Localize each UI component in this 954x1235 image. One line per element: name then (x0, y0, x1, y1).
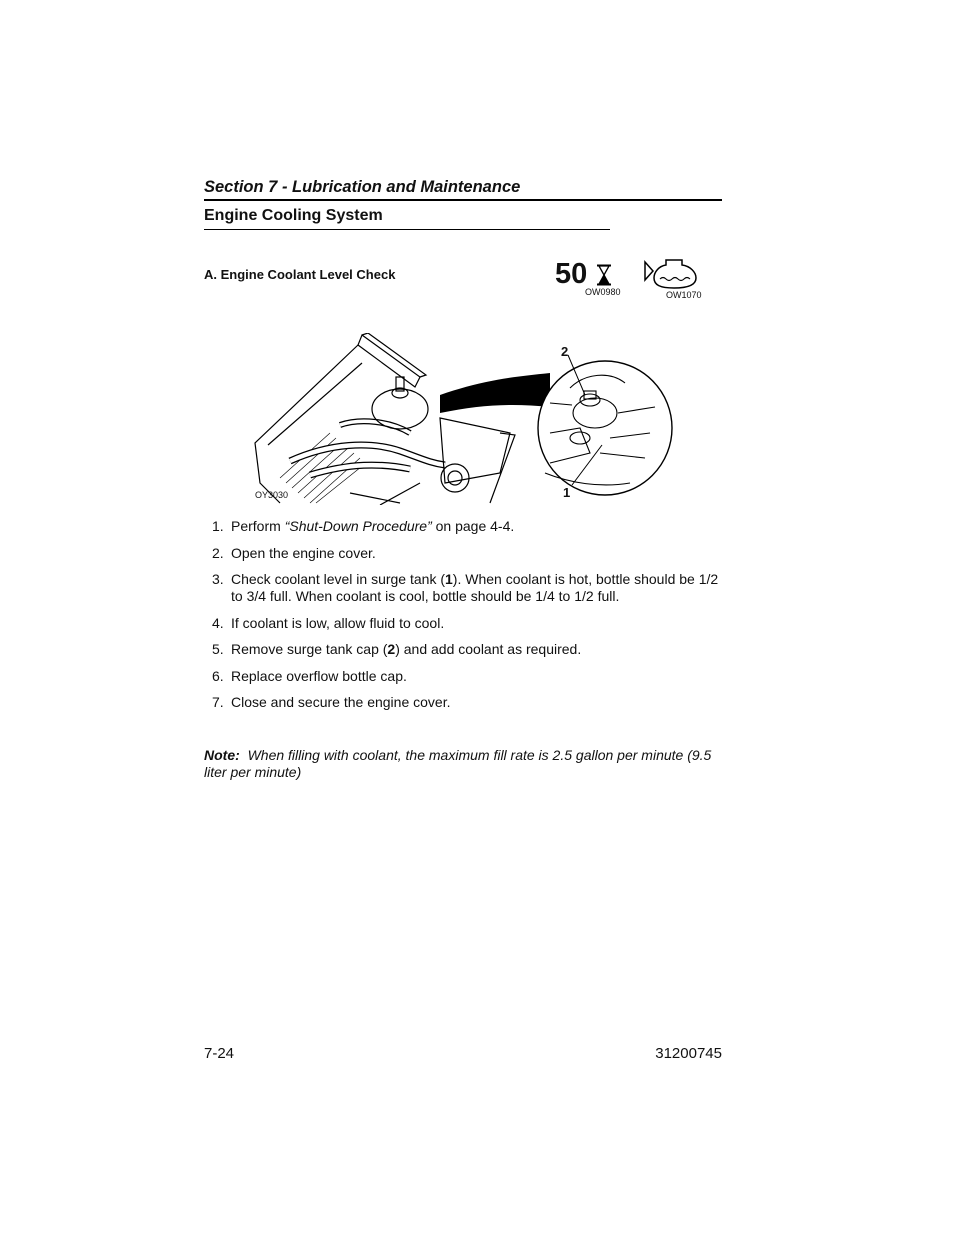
subsection-title: Engine Cooling System (204, 206, 610, 230)
note-label: Note: (204, 747, 240, 763)
hourglass-icon (595, 264, 613, 286)
note (204, 747, 724, 781)
procedure-reference: “Shut-Down Procedure” (284, 518, 432, 534)
procedure-title: A. Engine Coolant Level Check (204, 267, 396, 282)
coolant-icon-code: OW1070 (666, 290, 702, 300)
section-title: Section 7 - Lubrication and Maintenance (204, 177, 722, 201)
page-number: 7-24 (204, 1045, 235, 1062)
list-item: 3. Check coolant level in surge tank (1). When coolant is hot, bottle should be 1/2 to 3/4 full. When coolant is cool, bottle should be 1/4 to 1/2 full. (212, 571, 719, 604)
callout-2-label: 2 (561, 344, 569, 359)
procedure-steps (204, 518, 724, 721)
coolant-tank-icon (642, 254, 702, 290)
list-item: 7. Close and secure the engine cover. (212, 694, 451, 710)
coolant-reservoir-icon (642, 254, 712, 304)
note-text: When filling with coolant, the maximum fill rate is 2.5 gallon per minute (9.5 liter per minute) (204, 747, 712, 780)
figure-code: OY3030 (255, 490, 289, 500)
interval-icon-code: OW0980 (585, 287, 621, 297)
interval-50-hours-icon (555, 255, 625, 303)
list-item: 5. Remove surge tank cap (2) and add coolant as required. (212, 641, 582, 657)
list-item: 6. Replace overflow bottle cap. (212, 667, 407, 684)
interval-number: 50 (555, 258, 588, 290)
engine-compartment-illustration (250, 333, 680, 505)
list-item: 4. If coolant is low, allow fluid to cool. (212, 614, 445, 631)
document-number: 31200745 (655, 1045, 722, 1062)
list-item: 2. Open the engine cover. (212, 544, 376, 561)
list-item: 1. Perform “Shut-Down Procedure” on page 4-4. (212, 518, 515, 534)
callout-1-label: 1 (563, 485, 571, 500)
engine-coolant-figure (250, 333, 680, 505)
